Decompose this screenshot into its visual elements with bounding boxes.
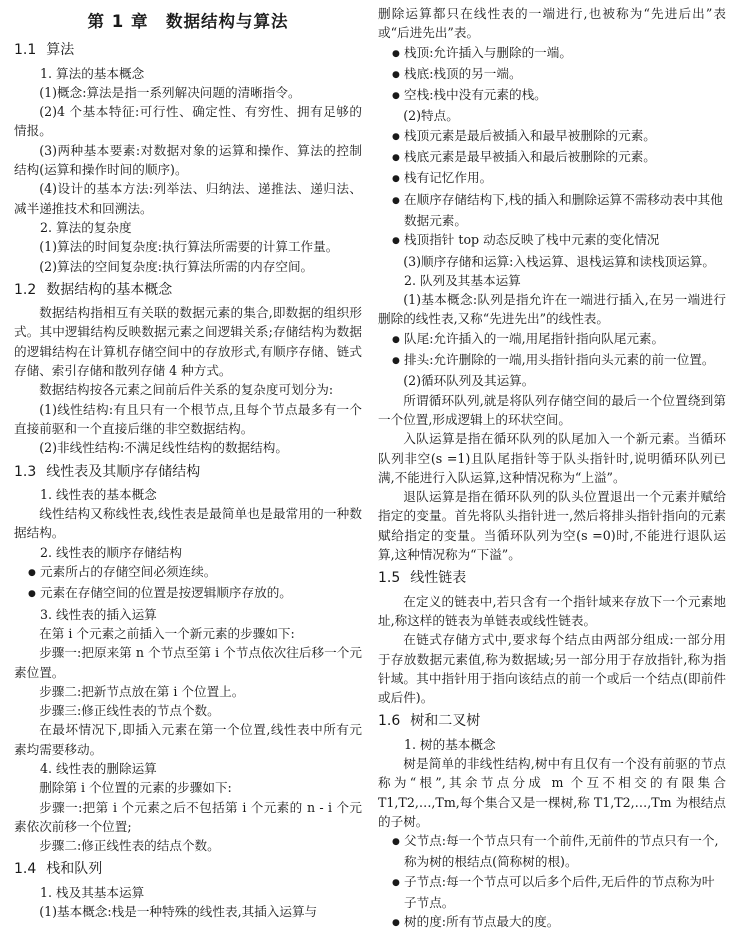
chapter-title: 第 1 章 数据结构与算法 [87,12,289,31]
bullet-item: ● 栈有记忆作用。 [378,168,726,189]
paragraph: (1)线性结构:有且只有一个根节点,且每个节点最多有一个直接前驱和一个直接后继的非空数据结构。 [14,401,362,436]
bullet-item: ● 元素在存储空间的位置是按逻辑顺序存放的。 [14,583,362,604]
bullet-item: ● 树的度:所有节点最大的度。 [378,912,726,933]
right-column [378,4,726,941]
bullet-item: ● 队尾:允许插入的一端,用尾指针指向队尾元素。 [378,329,726,350]
bullet-item: ● 父节点:每一个节点只有一个前件,无前件的节点只有一个,称为树的根结点(简称树的根)。 [378,831,726,872]
paragraph: 在链式存储方式中,要求每个结点由两部分组成:一部分用于存放数据元素值,称为数据域;另一部分用于存放指针,称为指针域。其中指针用于指向该结点的前一个或后一个结点(即前件或后件)。 [378,632,726,706]
section-number: 1.3 [14,463,37,480]
subsection-heading: 1. 线性表的基本概念 [40,486,157,502]
bullet-item: ● 栈顶元素是最后被插入和最早被删除的元素。 [378,126,726,147]
subsection-heading: 3. 线性表的插入运算 [40,606,157,622]
paragraph: 数据结构按各元素之间前后件关系的复杂度可划分为: [39,382,334,398]
paragraph: (3)顺序存储和运算:入栈运算、退栈运算和读栈顶运算。 [403,253,715,269]
paragraph: 步骤一:把第 i 个元素之后不包括第 i 个元素的 n - i 个元素依次前移一个位置; [14,799,362,834]
paragraph: 在定义的链表中,若只含有一个指针域来存放下一个元素地址,称这样的链表为单链表或线性链表。 [378,593,726,628]
paragraph: 所谓循环队列,就是将队列存储空间的最后一个位置绕到第一个位置,形成逻辑上的环状空间。 [378,392,726,427]
section-title: 数据结构的基本概念 [46,281,173,298]
bullet-item: ● 空栈:栈中没有元素的栈。 [378,85,726,106]
section-heading [14,41,362,60]
bullet-item: ● 栈底元素是最早被插入和最后被删除的元素。 [378,147,726,168]
paragraph: 步骤二:把新节点放在第 i 个位置上。 [39,683,245,699]
section-number: 1.2 [14,281,37,298]
section-title: 栈和队列 [46,861,103,878]
paragraph: (4)设计的基本方法:列举法、归纳法、递推法、递归法、减半递推技术和回溯法。 [14,181,362,216]
bullet-item: ● 栈底:栈顶的另一端。 [378,64,726,85]
paragraph: 删除第 i 个位置的元素的步骤如下: [39,780,232,796]
paragraph-continued: 删除运算都只在线性表的一端进行,也被称为“先进后出”表或“后进先出”表。 [378,6,726,41]
paragraph: (2)非线性结构:不满足线性结构的数据结构。 [39,440,288,456]
subsection-heading: 2. 算法的复杂度 [40,219,132,235]
section-title: 算法 [46,42,75,59]
section-title: 树和二叉树 [410,713,481,730]
paragraph: 退队运算是指在循环队列的队头位置退出一个元素并赋给指定的变量。首先将队头指针进一,然后将排头指针指向的元素赋给指定的变量。当循环队列为空(s =0)时,不能进行退队运算,这种情况称为“下溢”。 [378,489,726,563]
paragraph: (1)概念:算法是指一系列解决问题的清晰指令。 [39,84,301,100]
section-number: 1.1 [14,42,37,59]
bullet-item: ● 子节点:每一个节点可以后多个后件,无后件的节点称为叶子节点。 [378,872,726,913]
subsection-heading: 1. 算法的基本概念 [40,65,145,81]
paragraph: (2)算法的空间复杂度:执行算法所需的内存空间。 [39,258,314,274]
bullet-item: ● 排头:允许删除的一端,用头指针指向头元素的前一位置。 [378,350,726,371]
paragraph: (2)4 个基本特征:可行性、确定性、有穷性、拥有足够的情报。 [14,104,362,139]
subsection-heading: 2. 队列及其基本运算 [404,272,521,288]
section-number: 1.6 [378,713,401,730]
section-title: 线性表及其顺序存储结构 [46,463,201,480]
paragraph: 步骤一:把原来第 n 个节点至第 i 个节点依次往后移一个元素位置。 [14,645,362,680]
section-title: 线性链表 [410,570,467,587]
paragraph: (1)基本概念:队列是指允许在一端进行插入,在另一端进行删除的线性表,又称“先进先出”的线性表。 [378,292,726,327]
paragraph: 在最坏情况下,即插入元素在第一个位置,线性表中所有元素均需要移动。 [14,722,362,757]
paragraph: (3)两种基本要素:对数据对象的运算和操作、算法的控制结构(运算和操作时间的顺序)。 [14,142,362,178]
paragraph: (2)循环队列及其运算。 [403,373,535,389]
section-heading [14,860,362,879]
section-heading [378,569,726,588]
bullet-item: ● 栈顶指针 top 动态反映了栈中元素的变化情况 [378,230,726,251]
paragraph: 树是简单的非线性结构,树中有且仅有一个没有前驱的节点称为“根”,其余节点分成 m 个互不相交的有限集合 T1,T2,…,Tm,每个集合又是一棵树,称 T1,T2,…,Tm 为根结点的子树。 [378,755,726,829]
section-heading [378,712,726,731]
subsection-heading: 1. 栈及其基本运算 [40,884,145,900]
subsection-heading: 2. 线性表的顺序存储结构 [40,544,182,560]
subsection-heading: 1. 树的基本概念 [404,736,496,752]
paragraph: 入队运算是指在循环队列的队尾加入一个新元素。当循环队列非空(s =1)且队尾指针等于队头指针时,说明循环队列已满,不能进行入队运算,这种情况称为“上溢”。 [378,431,726,485]
left-column [14,4,362,941]
bullet-item: ● 元素所占的存储空间必须连续。 [14,562,362,583]
paragraph: 线性结构又称线性表,线性表是最简单也是最常用的一种数据结构。 [14,506,362,541]
section-number: 1.4 [14,861,37,878]
bullet-item: ● 栈顶:允许插入与删除的一端。 [378,43,726,64]
paragraph: 步骤二:修正线性表的结点个数。 [39,838,220,854]
paragraph: (1)算法的时间复杂度:执行算法所需要的计算工作量。 [39,239,339,255]
paragraph: (1)基本概念:栈是一种特殊的线性表,其插入运算与 [39,904,318,920]
section-heading [14,281,362,300]
paragraph: 步骤三:修正线性表的节点个数。 [39,703,220,719]
section-heading [14,463,362,482]
bullet-item: ● 在顺序存储结构下,栈的插入和删除运算不需移动表中其他数据元素。 [378,190,726,231]
paragraph: (2)特点。 [403,108,459,124]
paragraph: 数据结构指相互有关联的数据元素的集合,即数据的组织形式。其中逻辑结构反映数据元素之间逻辑关系;存储结构为数据的逻辑结构在计算机存储空间中的存放形式,有顺序存储、链式存储、索引存储和散列存储 4 种方式。 [14,305,362,379]
paragraph: 在第 i 个元素之前插入一个新元素的步骤如下: [39,625,295,641]
subsection-heading: 4. 线性表的删除运算 [40,760,157,776]
section-number: 1.5 [378,570,401,587]
